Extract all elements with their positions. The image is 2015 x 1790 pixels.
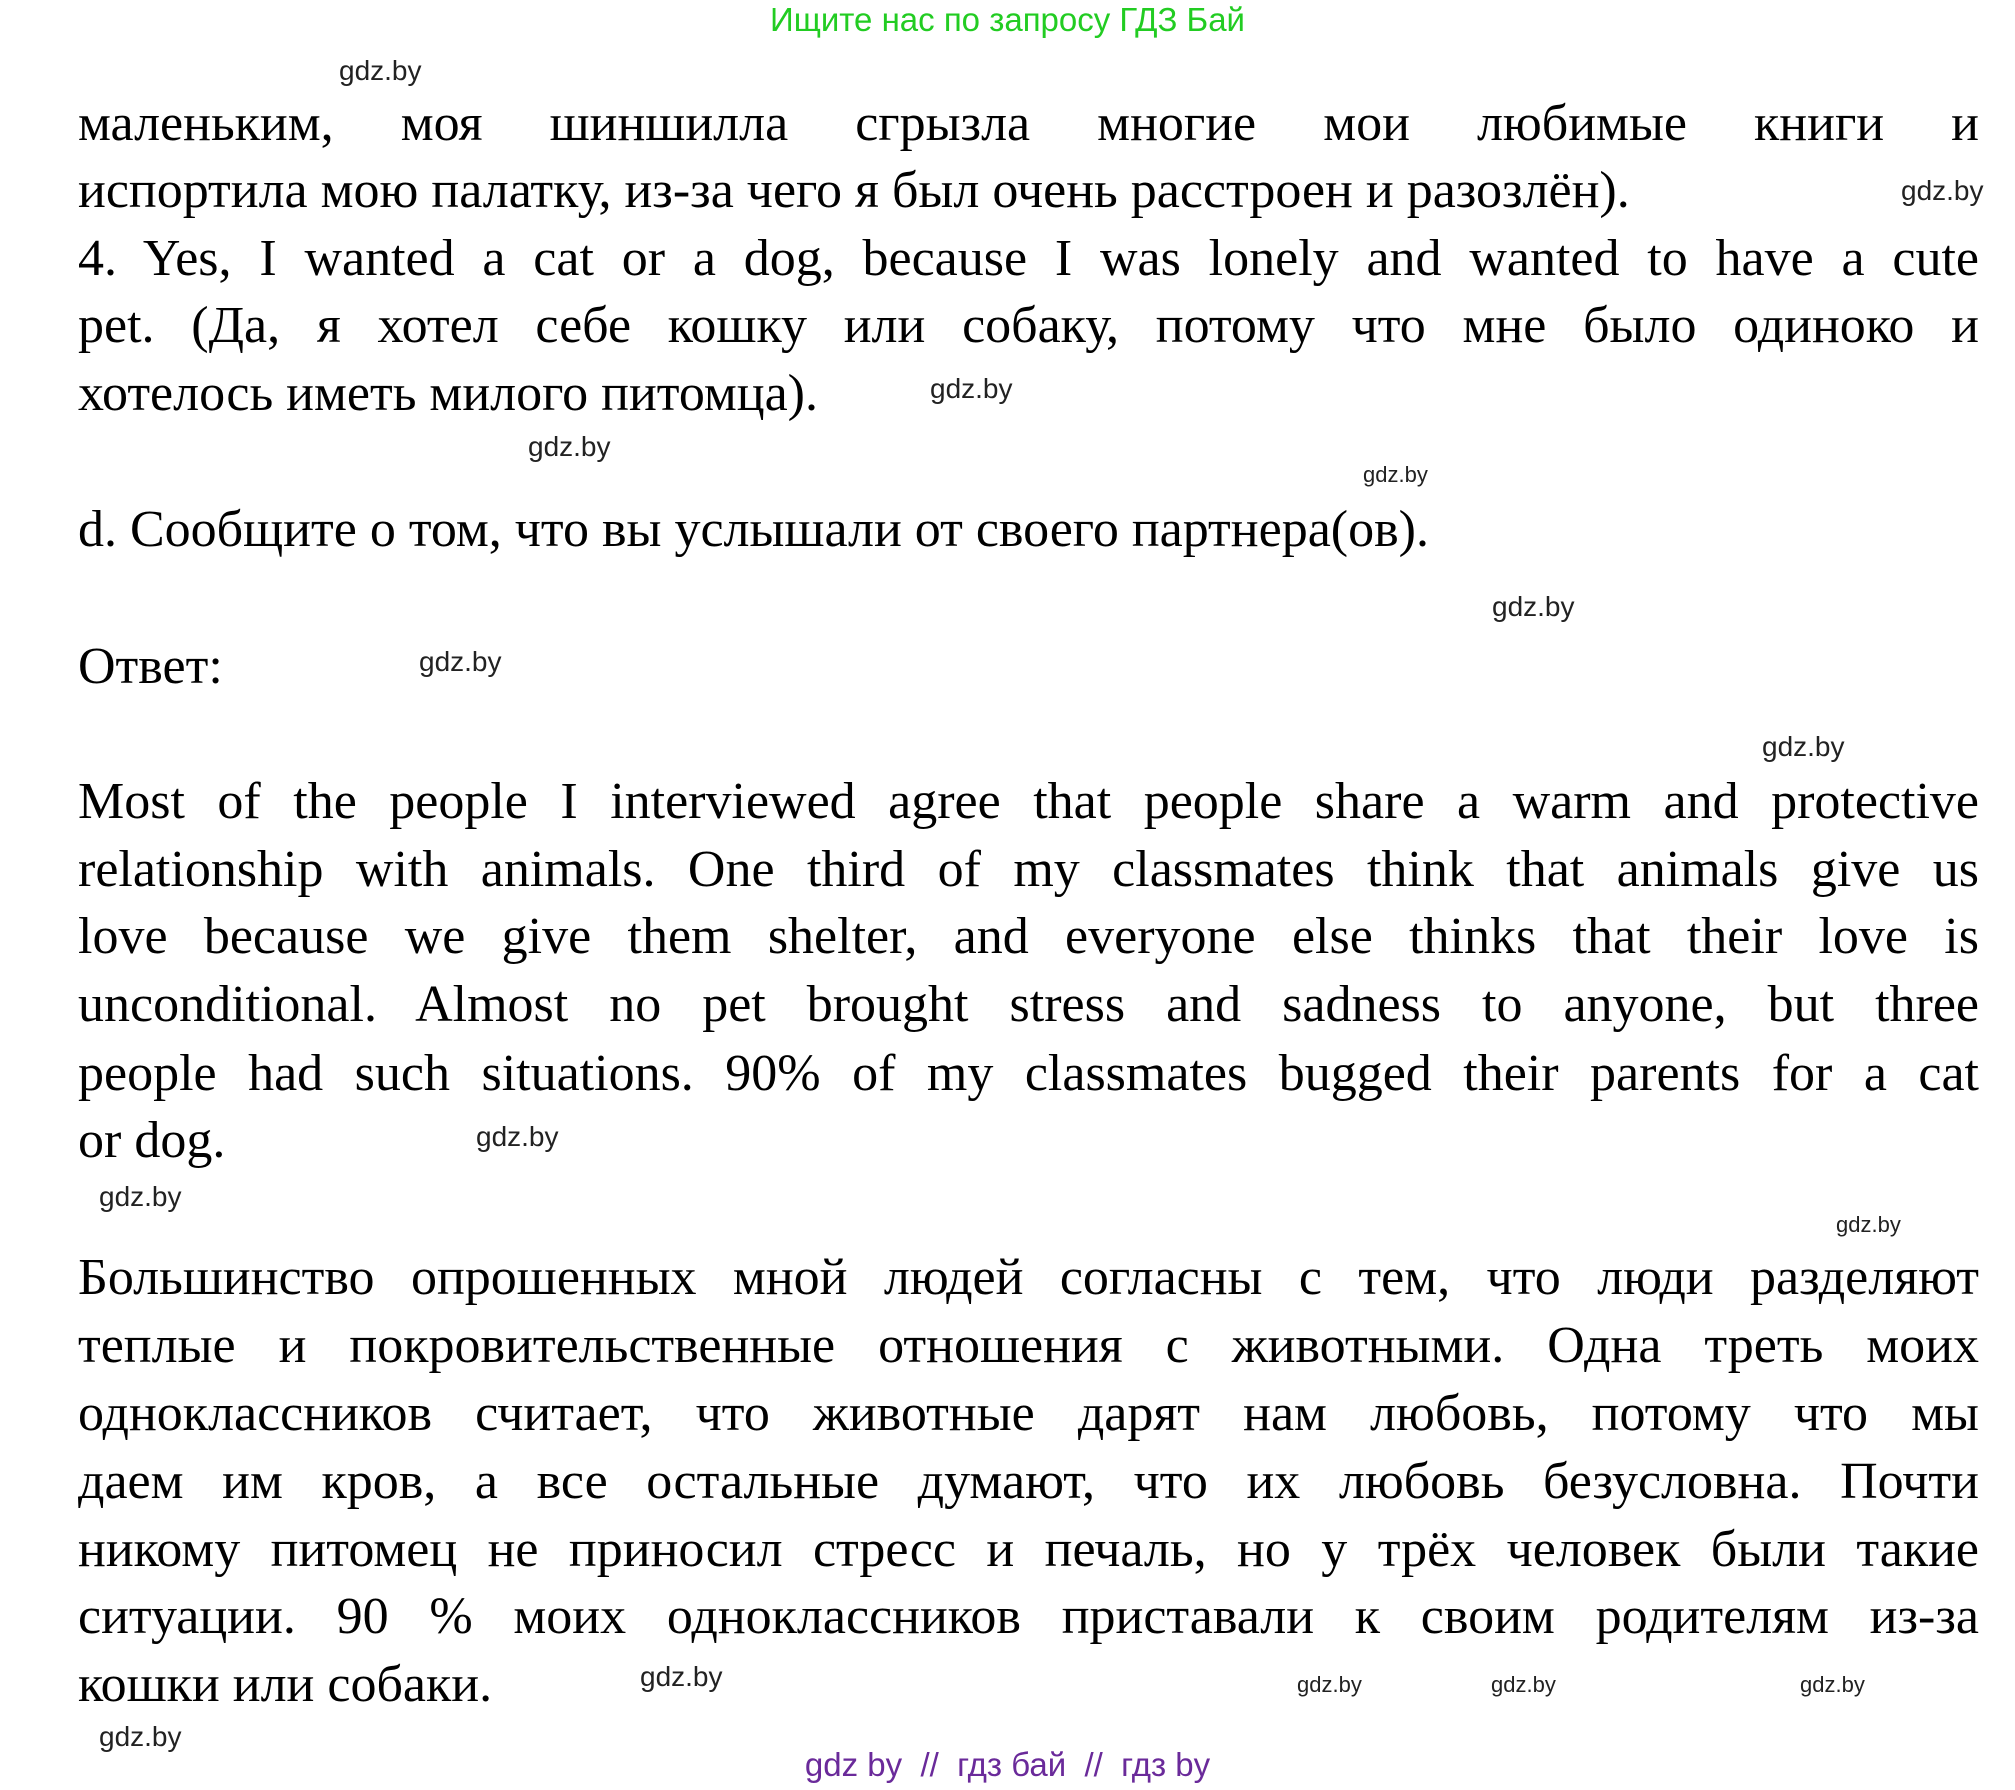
- watermark: gdz.by: [99, 1721, 182, 1752]
- watermark: gdz.by: [640, 1661, 723, 1692]
- text-line: ситуации. 90 % моих одноклассников приставали к своим родителям из-за: [78, 1588, 1979, 1645]
- task-heading: d. Сообщите о том, что вы услышали от своего партнера(ов).: [78, 501, 1429, 558]
- watermark: gdz.by: [99, 1181, 182, 1212]
- watermark: gdz.by: [476, 1121, 559, 1152]
- text-line: unconditional. Almost no pet brought stress and sadness to anyone, but three: [78, 976, 1979, 1033]
- watermark: gdz.by: [528, 431, 611, 462]
- watermark: gdz.by: [930, 373, 1013, 404]
- text-line: love because we give them shelter, and everyone else thinks that their love is: [78, 908, 1979, 965]
- text-line: испортила мою палатку, из-за чего я был очень расстроен и разозлён).: [78, 162, 1630, 219]
- watermark: gdz.by: [1762, 731, 1845, 762]
- watermark: gdz.by: [1901, 175, 1984, 206]
- watermark: gdz.by: [419, 646, 502, 677]
- text-line: pet. (Да, я хотел себе кошку или собаку, потому что мне было одиноко и: [78, 297, 1979, 354]
- text-line: теплые и покровительственные отношения с животными. Одна треть моих: [78, 1317, 1979, 1374]
- footer-links[interactable]: gdz by // гдз бай // гдз by: [804, 1746, 1211, 1783]
- watermark: gdz.by: [1800, 1672, 1865, 1697]
- text-line: Большинство опрошенных мной людей согласны с тем, что люди разделяют: [78, 1249, 1979, 1306]
- text-line: никому питомец не приносил стресс и печаль, но у трёх человек были такие: [78, 1521, 1979, 1578]
- watermark: gdz.by: [1492, 591, 1575, 622]
- watermark: gdz.by: [1363, 462, 1428, 487]
- watermark: gdz.by: [1491, 1672, 1556, 1697]
- text-line: relationship with animals. One third of my classmates think that animals give us: [78, 841, 1979, 898]
- text-line: кошки или собаки.: [78, 1656, 493, 1713]
- answer-label: Ответ:: [78, 638, 223, 695]
- text-line: or dog.: [78, 1112, 226, 1169]
- watermark: gdz.by: [1297, 1672, 1362, 1697]
- text-line: хотелось иметь милого питомца).: [78, 365, 818, 422]
- text-line: одноклассников считает, что животные дарят нам любовь, потому что мы: [78, 1385, 1979, 1442]
- watermark: gdz.by: [339, 55, 422, 86]
- text-line: Most of the people I interviewed agree that people share a warm and protective: [78, 773, 1979, 830]
- watermark: gdz.by: [1836, 1212, 1901, 1237]
- search-hint-header: Ищите нас по запросу ГДЗ Бай: [770, 1, 1245, 38]
- text-line: маленьким, моя шиншилла сгрызла многие мои любимые книги и: [78, 95, 1979, 152]
- text-line: даем им кров, а все остальные думают, что их любовь безусловна. Почти: [78, 1453, 1979, 1510]
- text-line: people had such situations. 90% of my classmates bugged their parents for a cat: [78, 1045, 1979, 1102]
- text-line: 4. Yes, I wanted a cat or a dog, because I was lonely and wanted to have a cute: [78, 230, 1979, 287]
